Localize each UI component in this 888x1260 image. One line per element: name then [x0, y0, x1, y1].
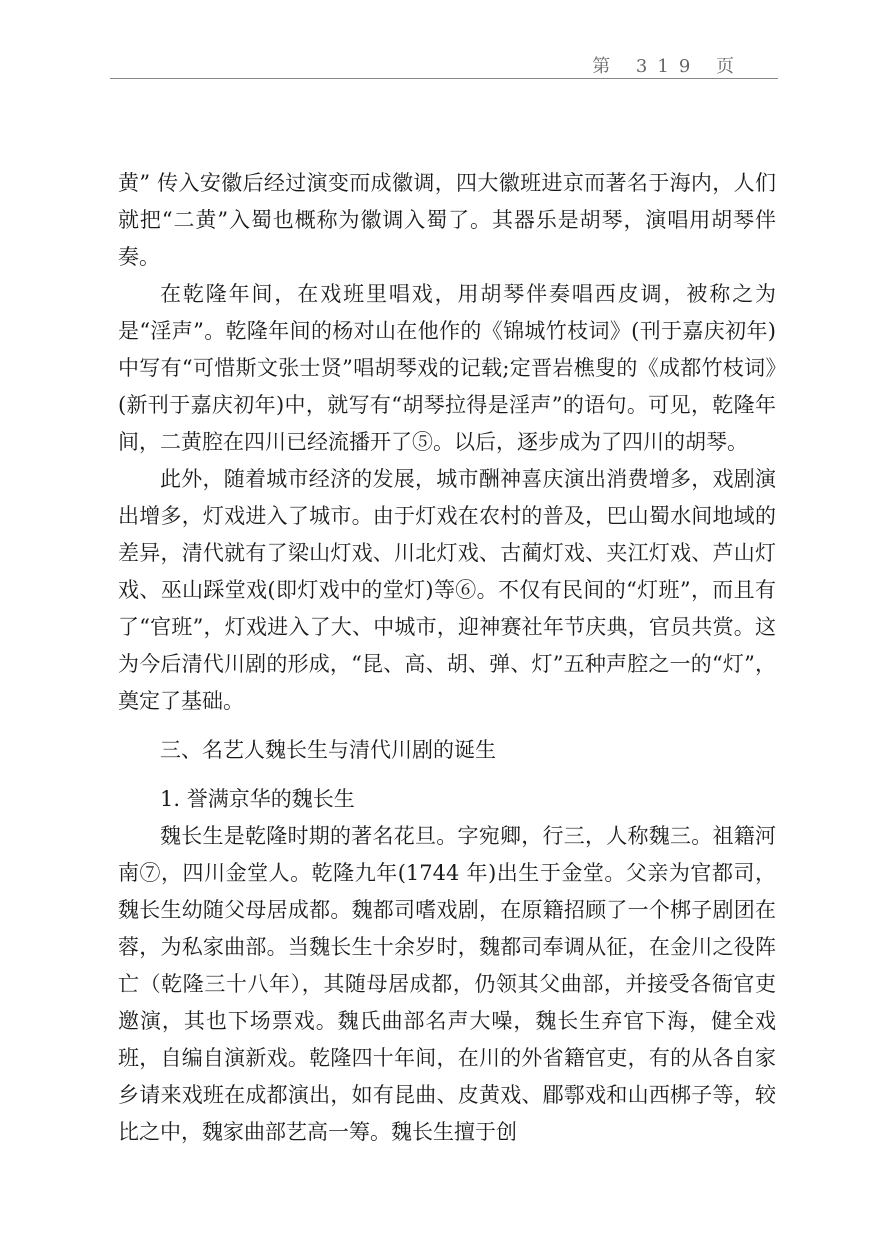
paragraph-wei-changsheng: 魏长生是乾隆时期的著名花旦。字宛卿，行三，人称魏三。祖籍河南⑦，四川金堂人。乾隆九年(1744 年)出生于金堂。父亲为官都司，魏长生幼随父母居成都。魏都司嗜戏剧，在原籍招顾了一个梆子剧团在蓉，为私家曲部。当魏长生十余岁时，魏都司奉调从征，在金川之役阵亡（乾隆三十八年），其随母居成都，仍领其父曲部，并接受各衙官吏邀演，其也下场票戏。魏氏曲部名声大噪，魏长生弃官下海，健全戏班，自编自演新戏。乾隆四十年间，在川的外省籍官吏，有的从各自家乡请来戏班在成都演出，如有昆曲、皮黄戏、郿鄠戏和山西梆子等，较比之中，魏家曲部艺高一筹。魏长生擅于创: [118, 824, 776, 1144]
paragraph-dengxi: 此外，随着城市经济的发展，城市酬神喜庆演出消费增多，戏剧演出增多，灯戏进入了城市。由于灯戏在农村的普及，巴山蜀水间地域的差异，清代就有了梁山灯戏、川北灯戏、古蔺灯戏、夹江灯戏、芦山灯戏、巫山踩堂戏(即灯戏中的堂灯)等⑥。不仅有民间的“灯班”，而且有了“官班”，灯戏进入了大、中城市，迎神赛社年节庆典，官员共赏。这为今后清代川剧的形成，“昆、高、胡、弹、灯”五种声腔之一的“灯”，奠定了基础。: [118, 467, 776, 713]
page-number: 第 319 页: [592, 56, 744, 77]
subsection-heading: 1. 誉满京华的魏长生: [160, 787, 355, 811]
section-heading: 三、名艺人魏长生与清代川剧的诞生: [160, 738, 496, 762]
page-header: [110, 48, 778, 79]
document-body: [118, 165, 776, 1151]
paragraph-continuation: 黄” 传入安徽后经过演变而成徽调，四大徽班进京而著名于海内，人们就把“二黄”入蜀也概称为徽调入蜀了。其器乐是胡琴，演唱用胡琴伴奏。: [118, 171, 776, 269]
paragraph-xipi: 在乾隆年间，在戏班里唱戏，用胡琴伴奏唱西皮调，被称之为是“淫声”。乾隆年间的杨对山在他作的《锦城竹枝词》(刊于嘉庆初年)中写有“可惜斯文张士贤”唱胡琴戏的记载;定晋岩樵叟的《成都竹枝词》(新刊于嘉庆初年)中，就写有“胡琴拉得是淫声”的语句。可见，乾隆年间，二黄腔在四川已经流播开了⑤。以后，逐步成为了四川的胡琴。: [118, 282, 776, 454]
